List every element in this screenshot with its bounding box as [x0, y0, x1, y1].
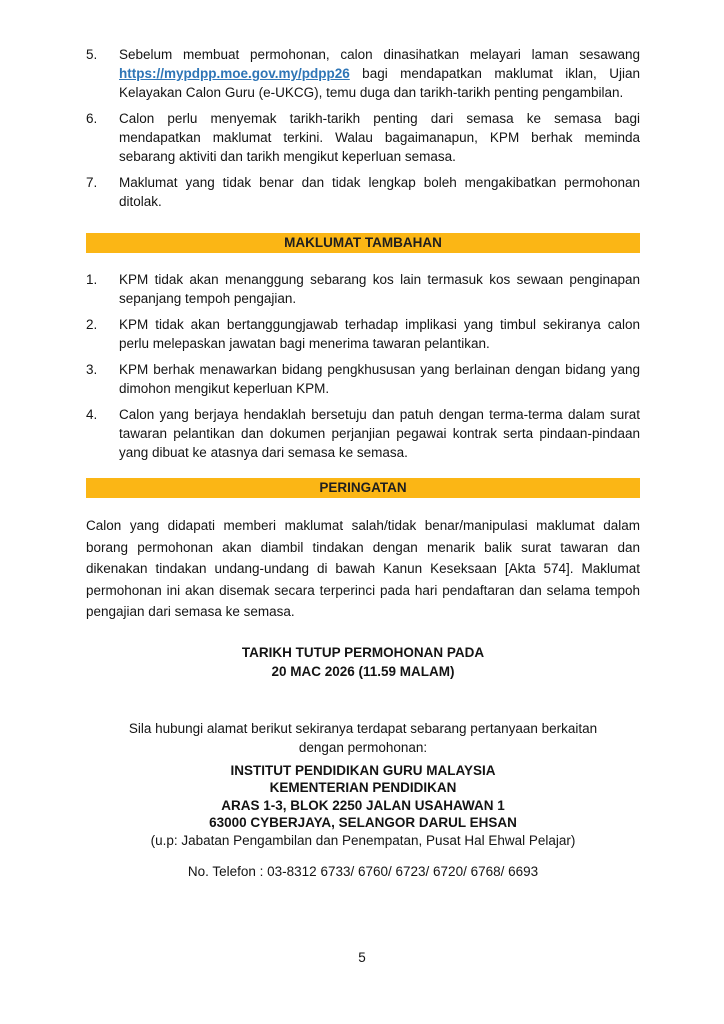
- item-number: 5.: [86, 47, 98, 62]
- org-ministry: KEMENTERIAN PENDIDIKAN: [269, 780, 457, 795]
- contact-intro: [86, 719, 640, 757]
- tambahan-item-1: [86, 270, 640, 308]
- contact-address: [86, 762, 640, 850]
- item-text: Calon perlu menyemak tarikh-tarikh penting dari semasa ke semasa bagi mendapatkan maklumat terkini. Walau bagaimanapun, KPM berhak meminda sebarang aktiviti dan tarikh mengikut keperluan semasa.: [119, 111, 640, 164]
- peringatan-banner: PERINGATAN: [86, 478, 640, 498]
- closing-date-line1: TARIKH TUTUP PERMOHONAN PADA: [241, 644, 485, 660]
- item-text: KPM tidak akan menanggung sebarang kos lain termasuk kos sewaan penginapan sepanjang tempoh pengajian.: [119, 272, 640, 306]
- contact-intro-line2: dengan permohonan:: [298, 739, 428, 755]
- item-text: Maklumat yang tidak benar dan tidak lengkap boleh mengakibatkan permohonan ditolak.: [119, 175, 640, 209]
- item-text-fragment: bagi mendapatkan maklumat iklan, Ujian Kelayakan Calon Guru (e-UKCG), temu duga dan tarikh-tarikh penting pengambilan.: [119, 66, 640, 100]
- item-text: KPM berhak menawarkan bidang pengkhususan yang berlainan dengan bidang yang dimohon mengikut keperluan KPM.: [119, 362, 640, 396]
- contact-phone: No. Telefon : 03-8312 6733/ 6760/ 6723/ 6720/ 6768/ 6693: [187, 864, 539, 879]
- item-number: 1.: [86, 272, 98, 287]
- maklumat-tambahan-list: [86, 270, 640, 462]
- intro-item-6: [86, 109, 640, 166]
- item-number: 3.: [86, 362, 98, 377]
- pdpp-link[interactable]: https://mypdpp.moe.gov.my/pdpp26: [119, 66, 350, 81]
- item-text: Calon yang berjaya hendaklah bersetuju dan patuh dengan terma-terma dalam surat tawaran pelantikan dan dokumen perjanjian pegawai kontrak serta pindaan-pindaan yang dibuat ke atasnya dari semasa ke semasa.: [119, 407, 640, 460]
- tambahan-item-4: [86, 405, 640, 462]
- org-name: INSTITUT PENDIDIKAN GURU MALAYSIA: [230, 762, 496, 778]
- item-number: 4.: [86, 407, 98, 422]
- tambahan-item-3: [86, 360, 640, 398]
- closing-date: [86, 643, 640, 681]
- item-text: KPM tidak akan bertanggungjawab terhadap implikasi yang timbul sekiranya calon perlu melepaskan jawatan bagi menerima tawaran pelantikan.: [119, 317, 640, 351]
- item-text-fragment: Sebelum membuat permohonan, calon dinasihatkan melayari laman sesawang: [119, 47, 640, 62]
- contact-intro-line1: Sila hubungi alamat berikut sekiranya terdapat sebarang pertanyaan berkaitan: [128, 720, 598, 736]
- tambahan-item-2: [86, 315, 640, 353]
- peringatan-paragraph: Calon yang didapati memberi maklumat salah/tidak benar/manipulasi maklumat dalam borang permohonan akan diambil tindakan dengan menarik balik surat tawaran dan dikenakan tindakan undang-undang di bawah Kanun Keseksaan [Akta 574]. Maklumat permohonan ini akan disemak secara terperinci pada hari pendaftaran dan selama tempoh pengajian dari semasa ke semasa.: [86, 518, 640, 619]
- item-number: 2.: [86, 317, 98, 332]
- intro-item-7: [86, 173, 640, 211]
- org-address-line1: ARAS 1-3, BLOK 2250 JALAN USAHAWAN 1: [221, 797, 505, 813]
- page-number: 5: [358, 950, 366, 965]
- maklumat-tambahan-banner: MAKLUMAT TAMBAHAN: [86, 233, 640, 253]
- intro-item-5: [86, 45, 640, 102]
- item-number: 7.: [86, 175, 98, 190]
- item-text: [119, 45, 640, 102]
- closing-date-line2: 20 MAC 2026 (11.59 MALAM): [271, 663, 455, 679]
- org-attention-line: (u.p: Jabatan Pengambilan dan Penempatan, Pusat Hal Ehwal Pelajar): [150, 832, 576, 848]
- org-address-line2: 63000 CYBERJAYA, SELANGOR DARUL EHSAN: [209, 815, 517, 830]
- item-number: 6.: [86, 111, 98, 126]
